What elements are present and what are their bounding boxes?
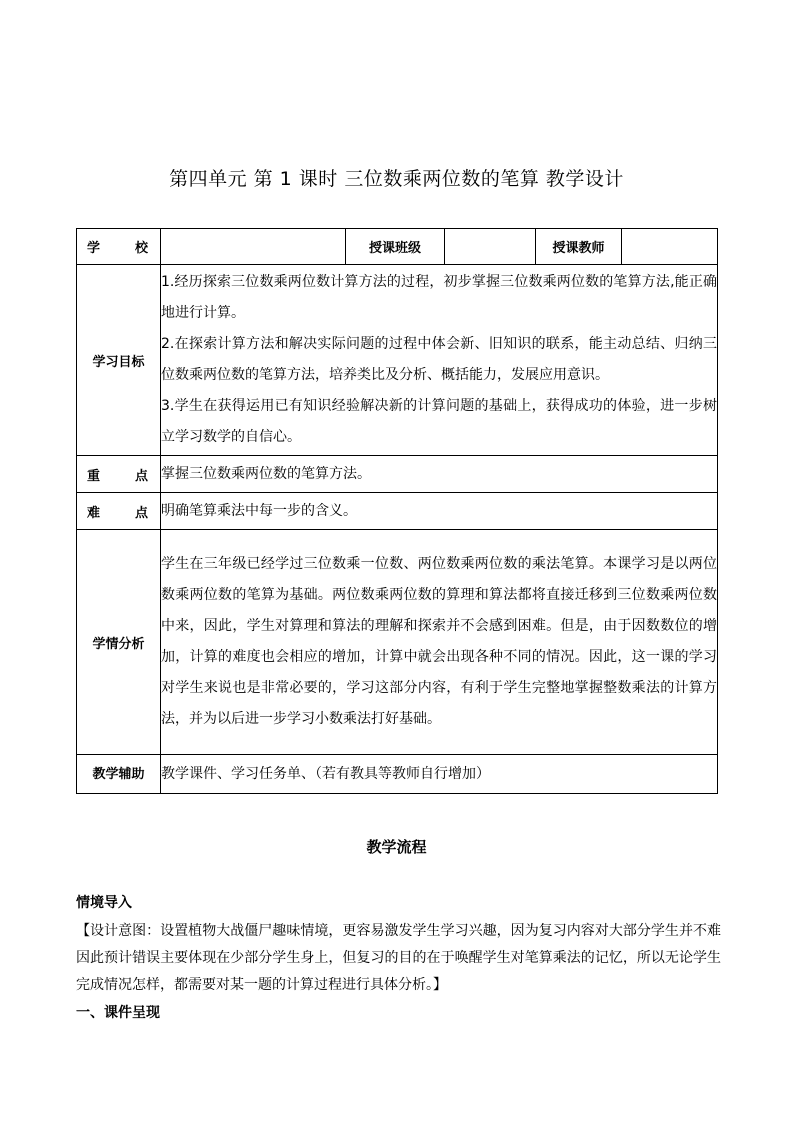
key-point-label-part-2: 点 xyxy=(134,468,148,484)
difficult-point-label-part-1: 难 xyxy=(87,505,101,521)
goals-content xyxy=(161,265,718,456)
aids-label: 教学辅助 xyxy=(77,755,161,794)
table-row-key-point xyxy=(77,456,718,493)
school-label-part-1: 学 xyxy=(87,241,101,256)
document-title: 第四单元 第 1 课时 三位数乘两位数的笔算 教学设计 xyxy=(169,168,624,190)
analysis-content: 学生在三年级已经学过三位数乘一位数、两位数乘两位数的乘法笔算。本课学习是以两位数乘两位数的笔算为基础。两位数乘两位数的算理和算法都将直接迁移到三位数乘两位数中来，因此，学生对算理和算法的理解和探索并不会感到困难。但是，由于因数数位的增加，计算的难度也会相应的增加，计算中就会出现各种不同的情况。因此，这一课的学习对学生来说也是非常必要的，学习这部分内容，有利于学生完整地掌握整数乘法的计算方法，并为以后进一步学习小数乘法打好基础。 xyxy=(161,530,718,755)
aids-content: 教学课件、学习任务单、（若有教具等教师自行增加） xyxy=(161,755,718,794)
difficult-point-label-cell xyxy=(77,493,161,530)
class-value-cell[interactable] xyxy=(445,229,536,265)
school-value-cell[interactable] xyxy=(161,229,346,265)
design-intent-text: 【设计意图：设置植物大战僵尸趣味情境，更容易激发学生学习兴趣，因为复习内容对大部分学生并不难因此预计错误主要体现在少部分学生身上，但复习的目的在于唤醒学生对笔算乘法的记忆，所以无论学生完成情况怎样，都需要对某一题的计算过程进行具体分析。】 xyxy=(76,923,721,993)
table-row-header xyxy=(77,229,718,265)
teacher-value-cell[interactable] xyxy=(622,229,718,265)
teaching-flow-title: 教学流程 xyxy=(366,838,427,856)
goal-item-1: 1.经历探索三位数乘两位数计算方法的过程，初步掌握三位数乘两位数的笔算方法,能正确地进行计算。 xyxy=(161,274,717,321)
key-point-label-cell xyxy=(77,456,161,493)
key-point-label-part-1: 重 xyxy=(87,468,101,484)
analysis-label: 学情分析 xyxy=(77,530,161,755)
goal-item-3: 3.学生在获得运用已有知识经验解决新的计算问题的基础上，获得成功的体验，进一步树立学习数学的自信心。 xyxy=(161,398,717,445)
goals-label: 学习目标 xyxy=(77,265,161,456)
section-title: 情境导入 xyxy=(76,895,132,911)
table-row-aids xyxy=(77,755,718,794)
subsection-title: 一、课件呈现 xyxy=(76,1005,160,1021)
class-label: 授课班级 xyxy=(346,229,445,265)
table-row-difficult-point xyxy=(77,493,718,530)
table-row-goals xyxy=(77,265,718,456)
school-label-part-2: 校 xyxy=(134,241,148,256)
table-row-analysis xyxy=(77,530,718,755)
goal-item-2: 2.在探索计算方法和解决实际问题的过程中体会新、旧知识的联系，能主动总结、归纳三位数乘两位数的笔算方法，培养类比及分析、概括能力，发展应用意识。 xyxy=(161,336,717,383)
key-point-content: 掌握三位数乘两位数的笔算方法。 xyxy=(161,456,718,493)
school-label-cell xyxy=(77,229,161,265)
lesson-info-table xyxy=(76,228,718,794)
difficult-point-content: 明确笔算乘法中每一步的含义。 xyxy=(161,493,718,530)
teacher-label: 授课教师 xyxy=(536,229,622,265)
difficult-point-label-part-2: 点 xyxy=(134,505,148,521)
